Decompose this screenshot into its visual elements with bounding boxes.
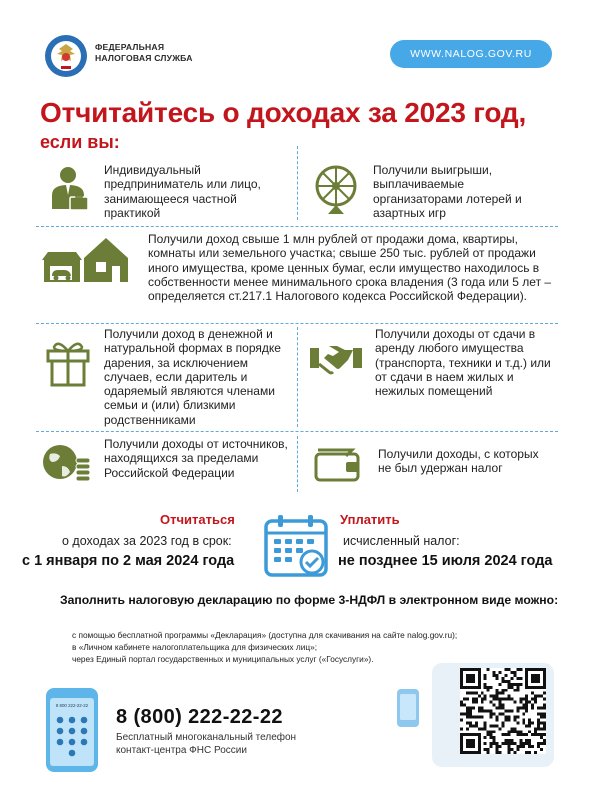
- lottery-wheel-icon: [308, 162, 364, 212]
- report-dates: с 1 января по 2 мая 2024 года: [22, 553, 235, 569]
- divider-vertical-2: [297, 327, 298, 427]
- pay-text: исчисленный налог:: [343, 534, 460, 548]
- item-foreign-income-text: Получили доходы от источников, находящихся за пределами Российской Федерации: [104, 437, 288, 480]
- report-label: Отчитаться: [160, 512, 235, 527]
- divider-horizontal-1: [36, 226, 558, 227]
- divider-vertical-1: [297, 146, 298, 220]
- website-link[interactable]: WWW.NALOG.GOV.RU: [390, 40, 552, 68]
- phone-screen-text: 8 800 222-22-22: [55, 703, 89, 708]
- org-name-line1: ФЕДЕРАЛЬНАЯ: [95, 42, 165, 52]
- pay-dates: не позднее 15 июля 2024 года: [338, 553, 553, 569]
- hotline-phone-number[interactable]: 8 (800) 222-22-22: [116, 706, 283, 728]
- globe-coins-icon: [40, 440, 96, 490]
- divider-horizontal-3: [36, 431, 558, 432]
- org-name-line2: НАЛОГОВАЯ СЛУЖБА: [95, 53, 193, 63]
- hotline-caption-line1: Бесплатный многоканальный телефон: [116, 732, 297, 743]
- divider-vertical-3: [297, 436, 298, 492]
- hotline-caption: [116, 732, 296, 757]
- declaration-option-gosuslugi: через Единый портал государственных и муниципальных услуг («Госуслуги»).: [72, 654, 374, 664]
- wallet-icon: [310, 440, 366, 490]
- calendar-check-icon: [262, 513, 330, 579]
- item-rent-text: Получили доходы от сдачи в аренду любого имущества (транспорта, техники и т.д.) или от сдачи в наем жилых и нежилых помещений: [375, 327, 551, 399]
- phone-keypad-icon: [46, 688, 98, 772]
- gift-icon: [40, 335, 96, 385]
- item-entrepreneur-text: Индивидуальный предприниматель или лицо, занимающееся частной практикой: [104, 163, 261, 220]
- page-subtitle: если вы:: [40, 132, 120, 152]
- declaration-heading: Заполнить налоговую декларацию по форме 3-НДФЛ в электронном виде можно:: [60, 593, 559, 607]
- item-tax-not-withheld-text: Получили доходы, с которых не был удержан налог: [378, 447, 539, 476]
- report-text: о доходах за 2023 год в срок:: [62, 534, 232, 548]
- handshake-icon: [308, 330, 364, 380]
- businessman-icon: [40, 163, 96, 213]
- item-lottery-text: Получили выигрыши, выплачиваемые организаторами лотерей и азартных игр: [373, 163, 522, 220]
- item-gift-text: Получили доход в денежной и натуральной формах в порядке дарения, за исключением случаев, если даритель и одаряемый являются членами семьи и (или) близкими родственниками: [104, 327, 281, 427]
- pay-label: Уплатить: [340, 512, 400, 527]
- qr-code[interactable]: [460, 668, 546, 754]
- item-property-sale-text: Получили доход свыше 1 млн рублей от продажи дома, квартиры, комнаты или земельного участка; свыше 250 тыс. рублей от продажи иного имущества, кроме ценных бумаг, если имущество находилось в собственности менее минимального срока владения (3 года или 5 лет – определяется ст.217.1 Налогового кодекса Российской Федерации).: [148, 232, 552, 304]
- smartphone-icon: [396, 688, 420, 728]
- declaration-option-program: с помощью бесплатной программы «Декларация» (доступна для скачивания на сайте nalog.gov.ru);: [72, 630, 458, 640]
- hotline-caption-line2: контакт-центра ФНС России: [116, 744, 247, 756]
- fns-emblem-logo: [44, 34, 88, 78]
- house-car-icon: [40, 236, 132, 286]
- page-title: Отчитайтесь о доходах за 2023 год,: [40, 97, 527, 128]
- declaration-option-cabinet: в «Личном кабинете налогоплательщика для физических лиц»;: [72, 642, 317, 652]
- divider-horizontal-2: [36, 323, 558, 324]
- org-name: [95, 42, 193, 64]
